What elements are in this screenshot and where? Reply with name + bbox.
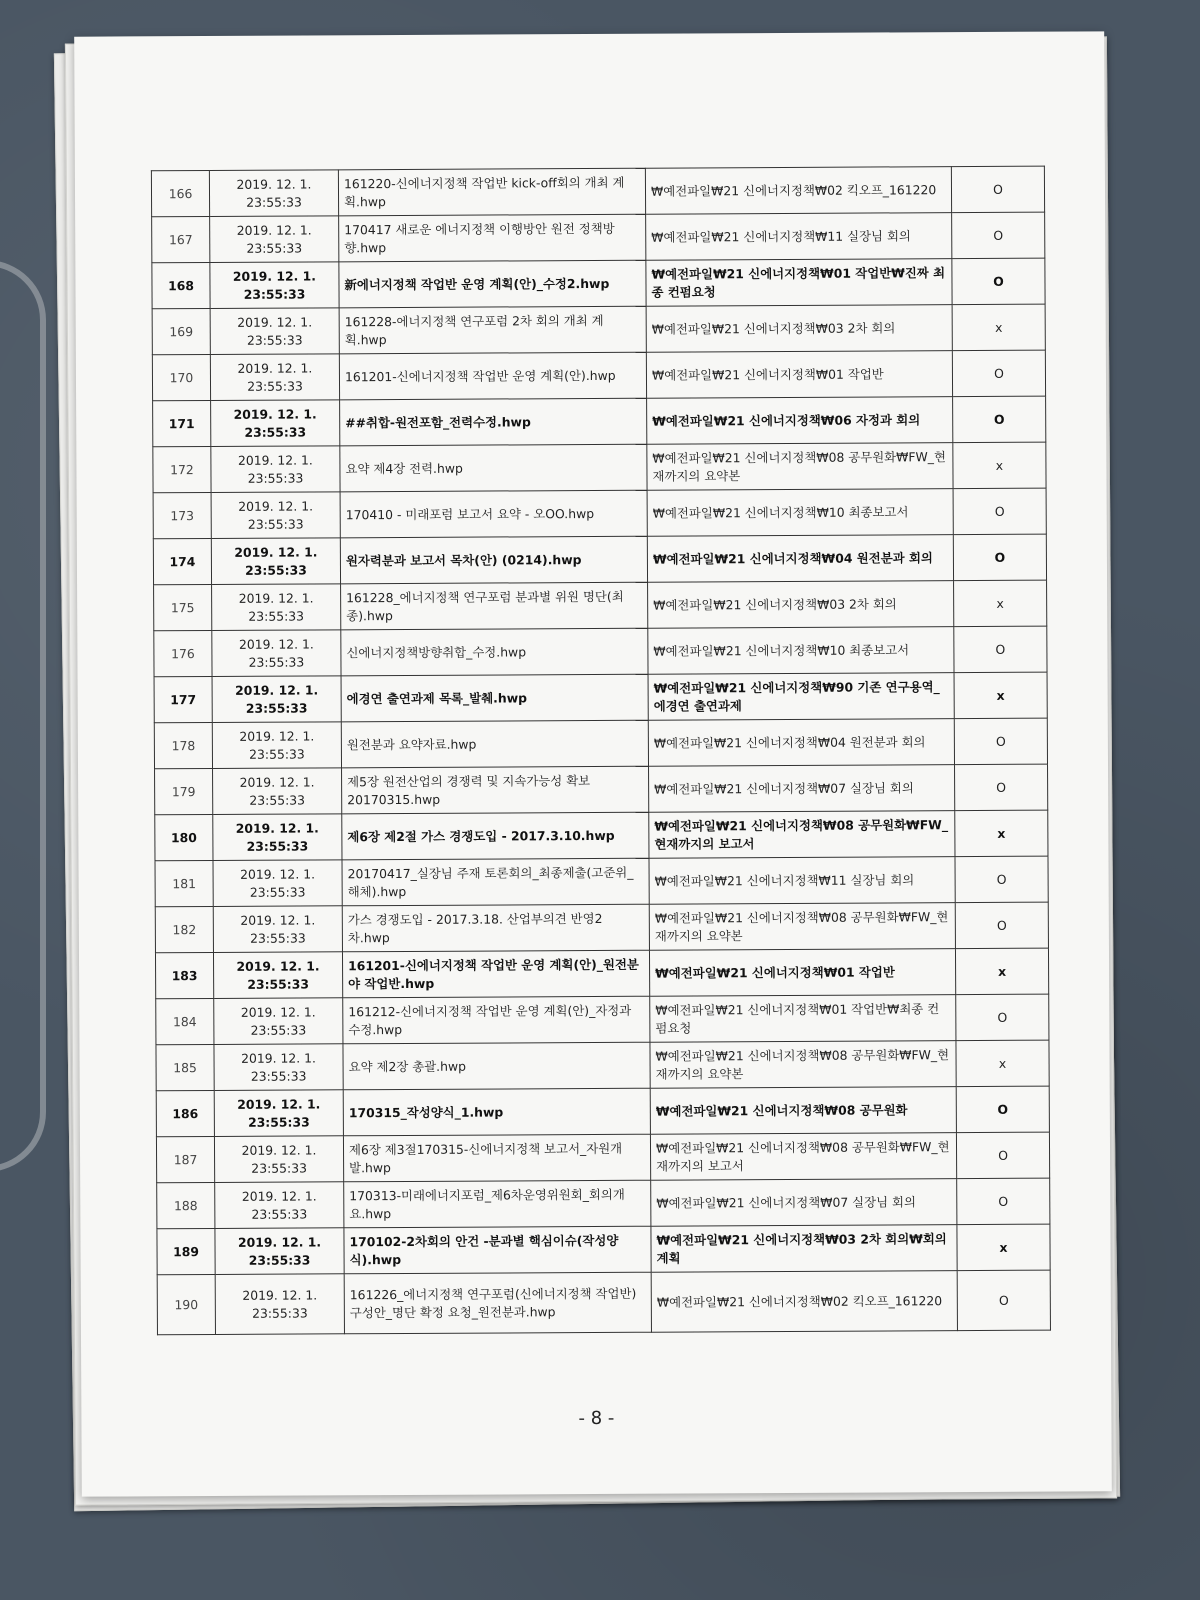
table-row <box>154 718 1047 769</box>
folder-path: ₩예전파일₩21 신에너지정책₩10 최종보고서 <box>648 627 954 675</box>
modified-datetime <box>212 676 341 723</box>
modified-date: 2019. 12. 1. <box>237 1234 322 1251</box>
modified-date: 2019. 12. 1. <box>240 1004 316 1020</box>
file-name: 가스 경쟁도입 - 2017.3.18. 산업부의견 반영2차.hwp <box>342 904 649 952</box>
modified-time: 23:55:33 <box>246 837 309 854</box>
file-name: 원자력분과 보고서 목차(안) (0214).hwp <box>340 536 647 584</box>
modified-datetime <box>211 446 340 493</box>
row-number: 173 <box>153 492 211 538</box>
folder-path: ₩예전파일₩21 신에너지정책₩06 자정과 회의 <box>647 397 953 445</box>
modified-time: 23:55:33 <box>252 1305 308 1321</box>
modified-time: 23:55:33 <box>245 561 307 578</box>
row-number: 175 <box>154 584 212 630</box>
file-name: 161201-신에너지정책 작업반 운영 계획(안).hwp <box>339 352 646 400</box>
modified-date: 2019. 12. 1. <box>237 314 313 330</box>
row-number: 177 <box>154 676 212 722</box>
modified-datetime <box>213 768 342 815</box>
modified-date: 2019. 12. 1. <box>237 360 313 376</box>
file-name: 원전분과 요약자료.hwp <box>341 720 648 768</box>
row-number: 178 <box>154 722 212 768</box>
modified-datetime <box>214 1044 343 1091</box>
folder-path: ₩예전파일₩21 신에너지정책₩11 실장님 회의 <box>646 213 952 261</box>
folder-path: ₩예전파일₩21 신에너지정책₩08 공무원화₩FW_현재까지의 보고서 <box>649 811 955 859</box>
file-name: 161228-에너지정책 연구포럼 2차 회의 개최 계획.hwp <box>339 306 646 354</box>
modified-date: 2019. 12. 1. <box>233 406 317 423</box>
modified-date: 2019. 12. 1. <box>234 544 318 561</box>
file-name: 제5장 원전산업의 경쟁력 및 지속가능성 확보 20170315.hwp <box>342 766 649 814</box>
table-row <box>155 764 1048 815</box>
status-mark: O <box>952 258 1045 304</box>
folder-path: ₩예전파일₩21 신에너지정책₩03 2차 회의₩회의계획 <box>651 1225 957 1273</box>
status-mark: O <box>953 396 1046 442</box>
status-mark: x <box>957 1224 1050 1270</box>
modified-datetime <box>210 308 339 355</box>
modified-time: 23:55:33 <box>248 1251 311 1268</box>
modified-datetime <box>211 400 340 447</box>
modified-datetime <box>214 1090 343 1137</box>
file-name: 170410 - 미래포럼 보고서 요약 - 오OO.hwp <box>340 490 647 538</box>
table-row <box>153 488 1046 539</box>
file-name: 요약 제4장 전력.hwp <box>340 444 647 492</box>
status-mark: x <box>953 442 1046 488</box>
table-row <box>157 1224 1050 1275</box>
cable <box>0 260 46 1172</box>
row-number: 188 <box>157 1182 215 1228</box>
table-row <box>156 1086 1049 1137</box>
status-mark: O <box>953 534 1046 580</box>
modified-datetime <box>210 216 339 263</box>
modified-datetime <box>215 1274 344 1335</box>
modified-datetime <box>215 1228 344 1275</box>
status-mark: O <box>954 718 1047 764</box>
modified-time: 23:55:33 <box>249 884 306 900</box>
file-name: 20170417_실장님 주재 토론회의_최종제출(고준위_해체).hwp <box>342 858 649 906</box>
table-row <box>155 810 1048 861</box>
table-row <box>151 166 1044 217</box>
modified-time: 23:55:33 <box>247 975 309 992</box>
modified-datetime <box>213 814 342 861</box>
file-name: 新에너지정책 작업반 운영 계획(안)_수정2.hwp <box>339 260 646 308</box>
folder-path: ₩예전파일₩21 신에너지정책₩03 2차 회의 <box>646 305 952 353</box>
modified-time: 23:55:33 <box>244 423 307 440</box>
modified-date: 2019. 12. 1. <box>241 1050 317 1066</box>
folder-path: ₩예전파일₩21 신에너지정책₩08 공무원화 <box>650 1087 956 1135</box>
file-name: 신에너지정책방향취합_수정.hwp <box>341 628 648 676</box>
folder-path: ₩예전파일₩21 신에너지정책₩08 공무원화₩FW_현재까지의 보고서 <box>650 1133 956 1181</box>
table-row <box>154 580 1047 631</box>
document-page <box>74 31 1112 1496</box>
status-mark: O <box>955 856 1048 902</box>
table-row <box>156 1040 1049 1091</box>
file-name: 170315_작성양식_1.hwp <box>343 1088 650 1136</box>
file-name: 170102-2차회의 안건 -분과별 핵심이슈(작성양식).hwp <box>344 1226 651 1274</box>
modified-date: 2019. 12. 1. <box>238 636 314 652</box>
status-mark: O <box>956 994 1049 1040</box>
table-row <box>152 258 1045 309</box>
row-number: 166 <box>151 171 209 217</box>
status-mark: O <box>956 1132 1049 1178</box>
modified-time: 23:55:33 <box>250 1068 307 1084</box>
page-number: - 8 - <box>578 1407 615 1430</box>
table-row <box>153 442 1046 493</box>
modified-datetime <box>209 170 338 217</box>
file-name: 161201-신에너지정책 작업반 운영 계획(안)_원전분야 작업반.hwp <box>342 950 649 998</box>
modified-date: 2019. 12. 1. <box>235 820 319 837</box>
row-number: 185 <box>156 1044 214 1090</box>
modified-datetime <box>212 630 341 677</box>
folder-path: ₩예전파일₩21 신에너지정책₩04 원전분과 회의 <box>648 719 954 767</box>
folder-path: ₩예전파일₩21 신에너지정책₩01 작업반 <box>649 949 955 997</box>
modified-time: 23:55:33 <box>246 332 303 348</box>
row-number: 179 <box>155 768 213 814</box>
modified-time: 23:55:33 <box>251 1160 307 1176</box>
modified-time: 23:55:33 <box>247 378 303 394</box>
modified-datetime <box>212 584 341 631</box>
row-number: 187 <box>156 1136 214 1182</box>
row-number: 171 <box>153 400 211 446</box>
status-mark: O <box>953 488 1046 534</box>
file-name: 제6장 제2절 가스 경쟁도입 - 2017.3.10.hwp <box>342 812 649 860</box>
table-row <box>156 994 1049 1045</box>
table-row <box>155 902 1048 953</box>
modified-date: 2019. 12. 1. <box>239 774 315 790</box>
file-name: 제6장 제3절170315-신에너지정책 보고서_자원개발.hwp <box>343 1134 650 1182</box>
row-number: 174 <box>153 538 211 584</box>
status-mark: O <box>957 1270 1050 1330</box>
modified-time: 23:55:33 <box>250 1022 307 1038</box>
row-number: 190 <box>157 1274 215 1334</box>
modified-date: 2019. 12. 1. <box>238 590 314 606</box>
modified-datetime <box>211 538 340 585</box>
status-mark: O <box>957 1178 1050 1224</box>
modified-time: 23:55:33 <box>246 240 303 256</box>
file-name: 170313-미래에너지포럼_제6차운영위원회_회의개요.hwp <box>344 1180 651 1228</box>
folder-path: ₩예전파일₩21 신에너지정책₩08 공무원화₩FW_현재까지의 요약본 <box>649 903 955 951</box>
status-mark: x <box>955 948 1048 994</box>
modified-datetime <box>212 722 341 769</box>
status-mark: O <box>954 626 1047 672</box>
table-row <box>156 1132 1049 1183</box>
modified-time: 23:55:33 <box>243 285 306 302</box>
folder-path: ₩예전파일₩21 신에너지정책₩07 실장님 회의 <box>651 1179 957 1227</box>
modified-date: 2019. 12. 1. <box>242 1287 318 1303</box>
modified-time: 23:55:33 <box>248 608 305 624</box>
folder-path: ₩예전파일₩21 신에너지정책₩07 실장님 회의 <box>649 765 955 813</box>
modified-time: 23:55:33 <box>246 194 302 210</box>
folder-path: ₩예전파일₩21 신에너지정책₩02 킥오프_161220 <box>645 167 951 215</box>
folder-path: ₩예전파일₩21 신에너지정책₩04 원전분과 회의 <box>647 535 953 583</box>
status-mark: O <box>951 166 1044 212</box>
table-row <box>154 626 1047 677</box>
folder-path: ₩예전파일₩21 신에너지정책₩01 작업반₩진짜 최종 컨펌요청 <box>646 259 952 307</box>
modified-datetime <box>215 1182 344 1229</box>
row-number: 180 <box>155 814 213 860</box>
modified-date: 2019. 12. 1. <box>240 912 316 928</box>
file-name: 161226_에너지정책 연구포럼(신에너지정책 작업반) 구성안_명단 확정 요청_원전분과.hwp <box>344 1272 651 1334</box>
status-mark: O <box>952 212 1045 258</box>
status-mark: x <box>955 810 1048 856</box>
modified-datetime <box>214 998 343 1045</box>
folder-path: ₩예전파일₩21 신에너지정책₩02 킥오프_161220 <box>651 1271 957 1333</box>
row-number: 176 <box>154 630 212 676</box>
modified-date: 2019. 12. 1. <box>241 1142 317 1158</box>
row-number: 172 <box>153 446 211 492</box>
file-list-table <box>151 166 1051 1336</box>
table-row <box>152 350 1045 401</box>
table-row <box>157 1270 1050 1335</box>
row-number: 170 <box>152 354 210 400</box>
file-name: 161228_에너지정책 연구포럼 분과별 위원 명단(최종).hwp <box>341 582 648 630</box>
row-number: 184 <box>156 998 214 1044</box>
row-number: 182 <box>155 906 213 952</box>
modified-date: 2019. 12. 1. <box>241 1188 317 1204</box>
row-number: 167 <box>152 216 210 262</box>
table-row <box>152 304 1045 355</box>
folder-path: ₩예전파일₩21 신에너지정책₩10 최종보고서 <box>647 489 953 537</box>
file-name: 요약 제2장 총괄.hwp <box>343 1042 650 1090</box>
row-number: 186 <box>156 1090 214 1136</box>
modified-date: 2019. 12. 1. <box>239 728 315 744</box>
modified-datetime <box>214 1136 343 1183</box>
table-row <box>153 534 1046 585</box>
modified-time: 23:55:33 <box>248 1113 310 1130</box>
table-row <box>153 396 1046 447</box>
modified-date: 2019. 12. 1. <box>237 452 313 468</box>
status-mark: O <box>956 1086 1049 1132</box>
modified-time: 23:55:33 <box>245 699 308 716</box>
modified-time: 23:55:33 <box>251 1206 308 1222</box>
folder-path: ₩예전파일₩21 신에너지정책₩90 기존 연구용역_에경연 출연과제 <box>648 673 954 721</box>
file-list-body <box>151 166 1050 1335</box>
row-number: 181 <box>155 860 213 906</box>
status-mark: O <box>955 764 1048 810</box>
modified-date: 2019. 12. 1. <box>238 498 314 514</box>
file-name: 170417 새로운 에너지정책 이행방안 원전 정책방향.hwp <box>339 214 646 262</box>
modified-datetime <box>210 262 339 309</box>
folder-path: ₩예전파일₩21 신에너지정책₩03 2차 회의 <box>648 581 954 629</box>
modified-date: 2019. 12. 1. <box>235 682 319 699</box>
status-mark: x <box>956 1040 1049 1086</box>
modified-time: 23:55:33 <box>250 930 306 946</box>
modified-time: 23:55:33 <box>247 470 304 486</box>
modified-time: 23:55:33 <box>247 516 304 532</box>
status-mark: O <box>952 350 1045 396</box>
table-row <box>152 212 1045 263</box>
modified-date: 2019. 12. 1. <box>240 866 316 882</box>
folder-path: ₩예전파일₩21 신에너지정책₩11 실장님 회의 <box>649 857 955 905</box>
modified-date: 2019. 12. 1. <box>236 222 312 238</box>
status-mark: x <box>954 580 1047 626</box>
folder-path: ₩예전파일₩21 신에너지정책₩01 작업반 <box>646 351 952 399</box>
status-mark: x <box>952 304 1045 350</box>
modified-time: 23:55:33 <box>249 792 306 808</box>
modified-time: 23:55:33 <box>249 746 305 762</box>
modified-date: 2019. 12. 1. <box>236 176 312 192</box>
modified-datetime <box>213 860 342 907</box>
row-number: 183 <box>155 952 213 998</box>
status-mark: O <box>955 902 1048 948</box>
status-mark: x <box>954 672 1047 718</box>
modified-datetime <box>211 492 340 539</box>
modified-datetime <box>213 906 342 953</box>
file-name: ##취합-원전포함_전력수정.hwp <box>340 398 647 446</box>
modified-date: 2019. 12. 1. <box>236 958 320 975</box>
row-number: 169 <box>152 308 210 354</box>
file-name: 161220-신에너지정책 작업반 kick-off회의 개최 계획.hwp <box>338 168 645 216</box>
file-name: 에경연 출연과제 목록_발췌.hwp <box>341 674 648 722</box>
folder-path: ₩예전파일₩21 신에너지정책₩01 작업반₩최종 컨펌요청 <box>650 995 956 1043</box>
folder-path: ₩예전파일₩21 신에너지정책₩08 공무원화₩FW_현재까지의 요약본 <box>650 1041 956 1089</box>
row-number: 189 <box>157 1228 215 1274</box>
modified-datetime <box>213 952 342 999</box>
row-number: 168 <box>152 262 210 308</box>
modified-time: 23:55:33 <box>248 654 305 670</box>
modified-datetime <box>210 354 339 401</box>
modified-date: 2019. 12. 1. <box>232 268 317 285</box>
table-row <box>155 856 1048 907</box>
table-row <box>157 1178 1050 1229</box>
folder-path: ₩예전파일₩21 신에너지정책₩08 공무원화₩FW_현재까지의 요약본 <box>647 443 953 491</box>
file-name: 161212-신에너지정책 작업반 운영 계획(안)_자정과 수정.hwp <box>343 996 650 1044</box>
table-row <box>155 948 1048 999</box>
table-row <box>154 672 1047 723</box>
modified-date: 2019. 12. 1. <box>237 1096 321 1113</box>
